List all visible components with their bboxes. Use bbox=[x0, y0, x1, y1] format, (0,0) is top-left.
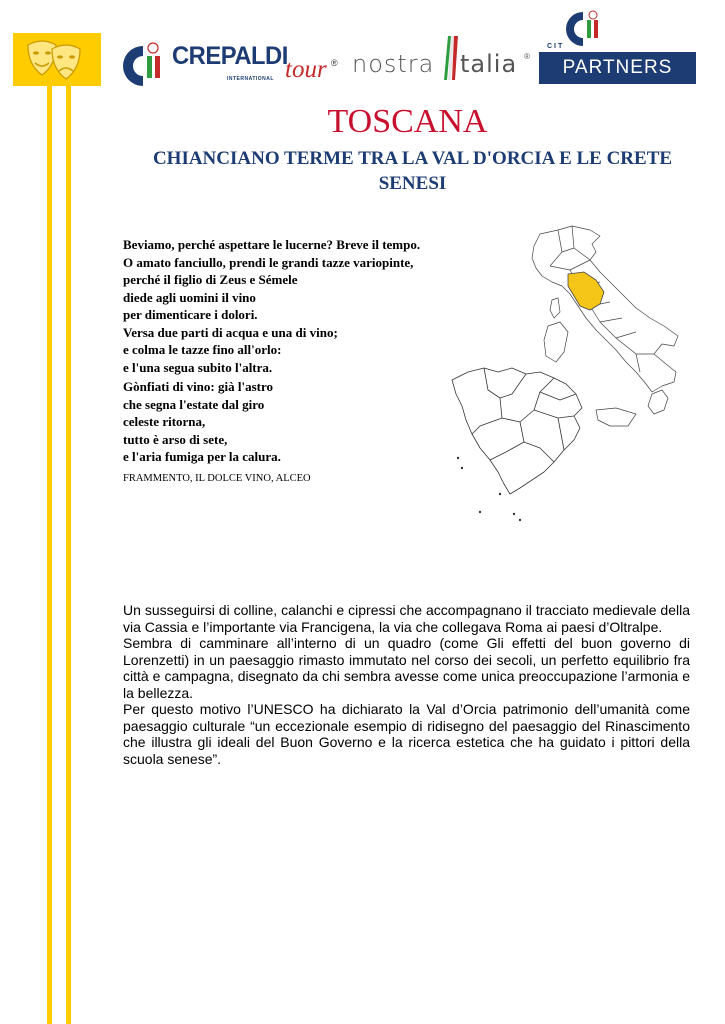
cit-emblem-icon bbox=[563, 10, 607, 48]
poem-line: perché il figlio di Zeus e Sémele bbox=[123, 272, 298, 287]
nostra-italia-logo bbox=[352, 30, 532, 90]
left-yellow-stripe-2 bbox=[66, 33, 71, 1024]
international-label: INTERNATIONAL bbox=[227, 76, 274, 82]
poem-line: Beviamo, perché aspettare le lucerne? Breve il tempo. bbox=[123, 237, 421, 252]
poem-line: diede agli uomini il vino bbox=[123, 289, 256, 305]
nostra-wordmark: nostra bbox=[352, 50, 435, 78]
page-title: TOSCANA bbox=[327, 103, 488, 140]
description-paragraph: Per questo motivo l’UNESCO ha dichiarato la Val d’Orcia patrimonio dell’umanità come paesaggio culturale “un eccezionale esempio di ridisegno del paesaggio del Rinascimento che illustra gli ideali del Buon Governo e la ricerca estetica che ha guidato i pittori della scuola senese”. bbox=[123, 701, 690, 767]
registered-mark: ® bbox=[331, 58, 338, 68]
calabria-outline bbox=[648, 390, 668, 414]
italian-flag-i-icon bbox=[442, 32, 460, 82]
poem-caption: FRAMMENTO, IL DOLCE VINO, ALCEO bbox=[123, 473, 311, 484]
poem-line: che segna l'estate dal giro bbox=[123, 396, 265, 412]
poem-stanza-2 bbox=[123, 378, 453, 466]
poem-line: O amato fanciullo, prendi le grandi tazze variopinte, bbox=[123, 254, 414, 270]
page-subtitle: CHIANCIANO TERME TRA LA VAL D'ORCIA E LE CRETE SENESI bbox=[152, 148, 673, 194]
cit-label: CIT bbox=[547, 43, 565, 50]
sicily-outline bbox=[596, 408, 636, 426]
registered-mark: ® bbox=[524, 52, 530, 61]
description-paragraph: Un susseguirsi di colline, calanchi e cipressi che accompagnano il tracciato medievale della via Cassia e l’importante via Francigena, la via che collegava Roma ai paesi d’Oltralpe. bbox=[123, 602, 690, 635]
poem-line: tutto è arso di sete, bbox=[123, 431, 228, 447]
poem-line: Gònfiati di vino: già l'astro bbox=[123, 379, 273, 394]
crepaldi-emblem-icon bbox=[117, 42, 169, 88]
poem-line: celeste ritorna, bbox=[123, 414, 206, 429]
italy-tuscany-map-image bbox=[440, 222, 692, 527]
poem-line: e l'una segua subito l'altra. bbox=[123, 359, 273, 375]
crepaldi-wordmark: CREPALDI bbox=[172, 42, 288, 70]
italia-wordmark: talia bbox=[460, 50, 518, 78]
tour-wordmark: tour bbox=[285, 56, 327, 83]
cit-partners-logo bbox=[539, 10, 697, 76]
poem-line: e colma le tazze fino all'orlo: bbox=[123, 342, 282, 357]
theatre-masks-icon bbox=[22, 35, 88, 85]
description-paragraph: Sembra di camminare all’interno di un quadro (come Gli effetti del buon governo di Lorenzetti) in un paesaggio rimasto immutato nel corso dei secoli, un perfetto equilibrio fra città e campagna, disegnato da chi sembra avesse come unica preoccupazione l’armonia e la bellezza. bbox=[123, 635, 690, 701]
poem-line: Versa due parti di acqua e una di vino; bbox=[123, 324, 338, 340]
crepaldi-tour-logo bbox=[117, 34, 345, 94]
corsica-outline bbox=[550, 298, 560, 318]
poem-line: per dimenticare i dolori. bbox=[123, 307, 258, 322]
partners-wordmark: PARTNERS bbox=[562, 57, 673, 78]
poem-stanza-1 bbox=[123, 236, 453, 376]
poem-line: e l'aria fumiga per la calura. bbox=[123, 449, 281, 464]
description-body bbox=[123, 602, 690, 767]
sardinia-outline bbox=[544, 322, 568, 362]
left-yellow-stripe-1 bbox=[47, 33, 52, 1024]
